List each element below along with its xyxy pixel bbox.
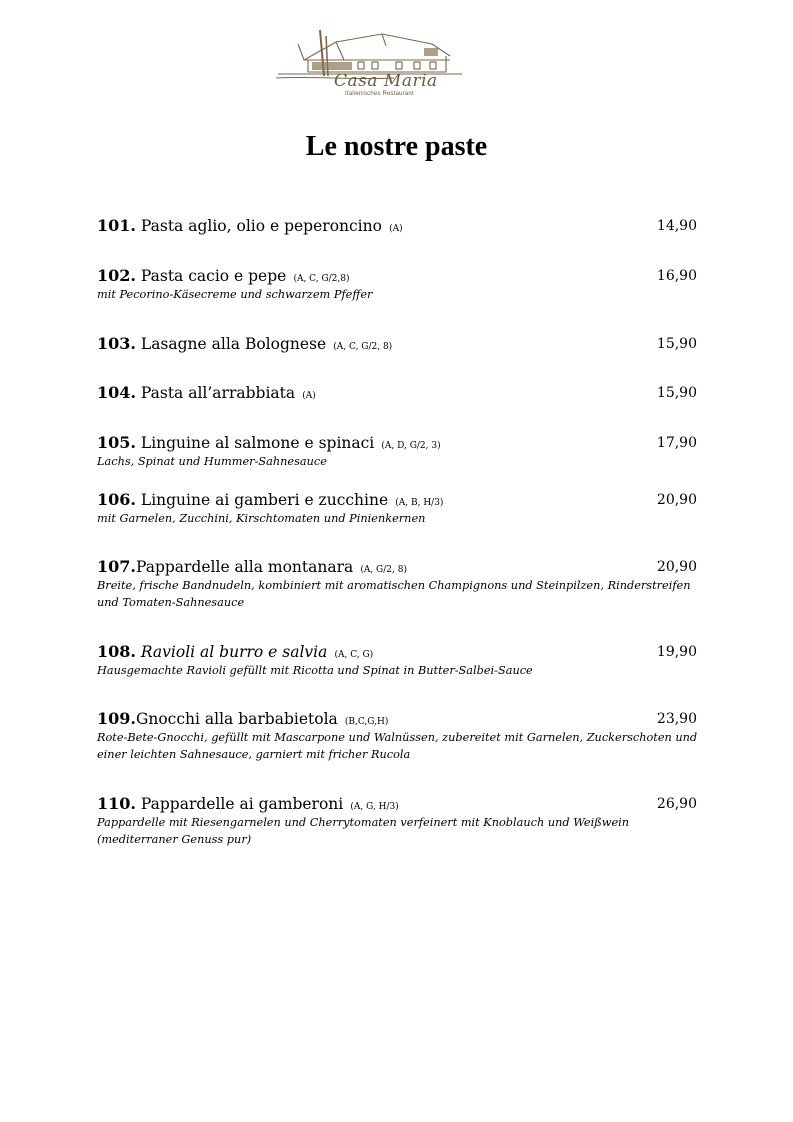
menu-item bbox=[97, 556, 699, 611]
item-allergens: (A) bbox=[389, 224, 403, 234]
menu-item bbox=[97, 265, 699, 303]
item-allergens: (B,C,G,H) bbox=[344, 717, 389, 727]
item-name: Linguine ai gamberi e zucchine bbox=[135, 491, 389, 509]
item-price: 15,90 bbox=[656, 385, 697, 401]
menu-item bbox=[97, 708, 699, 763]
item-description: Breite, frische Bandnudeln, kombiniert mit aromatischen Champignons und Steinpilzen, Rinderstreifen und Tomaten-Sahnesauce bbox=[97, 579, 691, 609]
item-name: Lasagne alla Bolognese bbox=[135, 335, 327, 353]
menu-item bbox=[97, 215, 699, 237]
item-number: 109. bbox=[97, 709, 136, 728]
item-price: 19,90 bbox=[656, 644, 697, 660]
menu-item bbox=[97, 489, 699, 527]
item-allergens: (A, G/2, 8) bbox=[360, 565, 407, 575]
item-description: mit Pecorino-Käsecreme und schwarzem Pfeffer bbox=[97, 288, 373, 301]
item-name: Linguine al salmone e spinaci bbox=[135, 434, 375, 452]
item-allergens: (A, D, G/2, 3) bbox=[381, 441, 441, 451]
item-number: 108. bbox=[97, 642, 136, 661]
item-name: Pasta aglio, olio e peperoncino bbox=[135, 217, 382, 235]
logo-tagline: Italienisches Restaurant bbox=[345, 91, 414, 97]
item-number: 102. bbox=[97, 266, 136, 285]
menu-item-header bbox=[97, 793, 699, 815]
item-number: 106. bbox=[97, 490, 136, 509]
item-number: 103. bbox=[97, 334, 136, 353]
item-name: Gnocchi alla barbabietola bbox=[135, 710, 338, 728]
item-name: Ravioli al burro e salvia bbox=[135, 643, 328, 661]
restaurant-logo bbox=[274, 26, 466, 104]
menu-item bbox=[97, 382, 699, 404]
item-name: Pasta all’arrabbiata bbox=[135, 384, 296, 402]
item-number: 104. bbox=[97, 383, 136, 402]
item-name: Pasta cacio e pepe bbox=[135, 267, 287, 285]
item-number: 110. bbox=[97, 794, 136, 813]
item-price: 26,90 bbox=[656, 796, 697, 812]
menu-item bbox=[97, 432, 699, 470]
item-number: 105. bbox=[97, 433, 136, 452]
menu-item bbox=[97, 641, 699, 679]
item-price: 15,90 bbox=[656, 336, 697, 352]
item-price: 17,90 bbox=[656, 435, 697, 451]
menu-item-header bbox=[97, 333, 699, 355]
menu-item-header bbox=[97, 382, 699, 404]
item-description: Pappardelle mit Riesengarnelen und Cherrytomaten verfeinert mit Knoblauch und Weißwein (mediterraner Genuss pur) bbox=[97, 816, 630, 846]
logo-name: Casa Maria bbox=[334, 71, 438, 91]
item-price: 20,90 bbox=[656, 492, 697, 508]
menu-item-header bbox=[97, 708, 699, 730]
menu-item-header bbox=[97, 556, 699, 578]
item-allergens: (A, C, G/2,8) bbox=[293, 274, 350, 284]
item-number: 107. bbox=[97, 557, 136, 576]
item-number: 101. bbox=[97, 216, 136, 235]
item-allergens: (A, G, H/3) bbox=[350, 802, 399, 812]
item-description: Rote-Bete-Gnocchi, gefüllt mit Mascarpone und Walnüssen, zubereitet mit Garnelen, Zuckerschoten und einer leichten Sahnesauce, garniert mit fricher Rucola bbox=[97, 731, 698, 761]
item-description: Lachs, Spinat und Hummer-Sahnesauce bbox=[97, 455, 327, 468]
item-price: 23,90 bbox=[656, 711, 697, 727]
menu-item-header bbox=[97, 489, 699, 511]
item-price: 14,90 bbox=[656, 218, 697, 234]
menu-item bbox=[97, 793, 699, 848]
item-name: Pappardelle ai gamberoni bbox=[135, 795, 344, 813]
item-allergens: (A, B, H/3) bbox=[395, 498, 444, 508]
page-title: Le nostre paste bbox=[305, 131, 488, 162]
item-name: Pappardelle alla montanara bbox=[135, 558, 354, 576]
item-allergens: (A) bbox=[302, 391, 316, 401]
item-price: 16,90 bbox=[656, 268, 697, 284]
menu-item-header bbox=[97, 265, 699, 287]
menu-item-header bbox=[97, 432, 699, 454]
item-allergens: (A, C, G) bbox=[334, 650, 374, 660]
menu-item-header bbox=[97, 641, 699, 663]
item-description: Hausgemachte Ravioli gefüllt mit Ricotta und Spinat in Butter-Salbei-Sauce bbox=[97, 664, 533, 677]
menu-item bbox=[97, 333, 699, 355]
menu-item-header bbox=[97, 215, 699, 237]
item-description: mit Garnelen, Zucchini, Kirschtomaten und Pinienkernen bbox=[97, 512, 426, 525]
item-allergens: (A, C, G/2, 8) bbox=[333, 342, 393, 352]
item-price: 20,90 bbox=[656, 559, 697, 575]
